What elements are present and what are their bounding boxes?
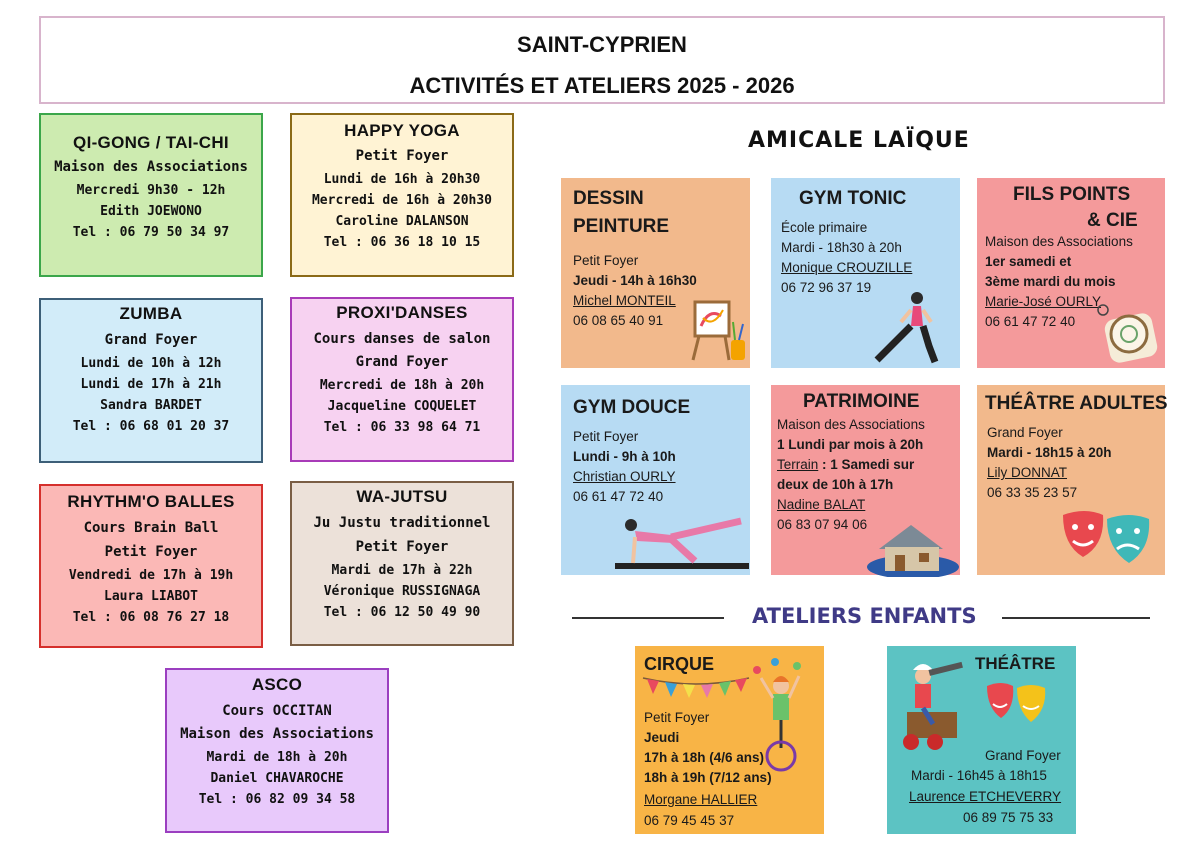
card-title: CIRQUE	[644, 654, 715, 674]
activity-subtitle: Ju Justu traditionnel	[313, 515, 491, 531]
terrain-label: Terrain	[777, 457, 819, 472]
card-phone: 06 08 65 40 91	[573, 313, 664, 328]
activity-place: Petit Foyer	[355, 539, 449, 555]
card-place: École primaire	[781, 220, 868, 235]
card-time: 1er samedi et	[985, 254, 1072, 269]
page-title: ACTIVITÉS ET ATELIERS 2025 - 2026	[409, 73, 795, 98]
card-time: Mardi - 16h45 à 18h15	[911, 768, 1047, 783]
card-theatre-adultes	[977, 385, 1168, 575]
circus-bunting-icon	[641, 674, 751, 702]
card-time: Jeudi - 14h à 16h30	[573, 273, 697, 288]
card-contact: Morgane HALLIER	[644, 792, 758, 807]
card-contact: Nadine BALAT	[777, 497, 866, 512]
card-time: 1 Lundi par mois à 20h	[777, 437, 924, 452]
card-title-2: & CIE	[1087, 210, 1138, 231]
card-title: DESSIN	[573, 188, 644, 209]
card-dessin-peinture	[561, 178, 750, 368]
card-place: Petit Foyer	[644, 710, 710, 725]
activity-phone: Tel : 06 79 50 34 97	[72, 225, 230, 240]
card-contact: Lily DONNAT	[987, 465, 1068, 480]
activity-phone: Tel : 06 08 76 27 18	[72, 610, 230, 625]
card-phone: 06 83 07 94 06	[777, 517, 868, 532]
activity-contact: Daniel CHAVAROCHE	[210, 771, 344, 786]
activity-phone: Tel : 06 33 98 64 71	[323, 420, 481, 435]
activity-title: RHYTHM'O BALLES	[67, 492, 235, 511]
activity-phone: Tel : 06 82 09 34 58	[198, 792, 356, 807]
card-slot-2: 18h à 19h (7/12 ans)	[644, 770, 772, 785]
activity-contact: Jacqueline COQUELET	[327, 399, 477, 414]
card-patrimoine	[771, 385, 960, 575]
activity-title: ASCO	[251, 675, 303, 694]
child-spyglass-icon	[893, 652, 983, 752]
activity-contact: Laura LIABOT	[104, 589, 198, 604]
card-day: Jeudi	[644, 730, 680, 745]
activity-title: HAPPY YOGA	[344, 121, 460, 140]
card-phone: 06 72 96 37 19	[781, 280, 872, 295]
card-title: FILS POINTS	[1013, 184, 1131, 205]
activity-phone: Tel : 06 12 50 49 90	[323, 605, 481, 620]
enfants-title: ATELIERS ENFANTS	[752, 604, 977, 628]
activity-box-qigong	[39, 113, 263, 277]
card-time: Mardi - 18h15 à 20h	[987, 445, 1112, 460]
activity-place: Grand Foyer	[104, 332, 198, 348]
activity-place: Petit Foyer	[104, 544, 198, 560]
activity-place: Petit Foyer	[355, 148, 449, 164]
activity-time: Lundi de 10h à 12h	[80, 356, 222, 371]
card-terrain	[777, 457, 914, 472]
activity-time: Vendredi de 17h à 19h	[68, 568, 234, 583]
card-phone: 06 79 45 45 37	[644, 813, 735, 828]
theatre-masks-icon	[1057, 505, 1161, 575]
divider-right	[1002, 617, 1150, 619]
card-place: Maison des Associations	[985, 234, 1133, 249]
activity-time: Mercredi de 18h à 20h	[319, 378, 485, 393]
activity-contact: Sandra BARDET	[100, 398, 202, 413]
card-title: THÉÂTRE	[975, 654, 1056, 673]
activity-contact: Caroline DALANSON	[335, 214, 469, 229]
card-title-2: PEINTURE	[573, 216, 670, 237]
card-slot-1: 17h à 18h (4/6 ans)	[644, 750, 765, 765]
terrain-text: : 1 Samedi sur	[818, 457, 915, 472]
card-phone: 06 33 35 23 57	[987, 485, 1078, 500]
divider-left	[572, 617, 724, 619]
card-phone: 06 61 47 72 40	[573, 489, 664, 504]
activity-phone: Tel : 06 36 18 10 15	[323, 235, 481, 250]
card-place: Grand Foyer	[987, 425, 1063, 440]
card-phone: 06 61 47 72 40	[985, 314, 1076, 329]
activity-box-asco	[165, 668, 389, 833]
card-title: PATRIMOINE	[803, 391, 920, 412]
card-fils-points	[977, 178, 1165, 368]
activity-box-happy-yoga	[290, 113, 514, 277]
card-cirque	[635, 646, 824, 834]
card-contact: Michel MONTEIL	[573, 293, 676, 308]
card-gym-tonic	[771, 178, 960, 368]
town-title: SAINT-CYPRIEN	[517, 32, 687, 57]
activity-title: PROXI'DANSES	[336, 303, 468, 322]
theatre-masks-icon	[983, 680, 1053, 730]
activity-time: Mercredi 9h30 - 12h	[76, 183, 226, 198]
activity-place: Maison des Associations	[180, 726, 374, 742]
card-theatre-enfants	[887, 646, 1076, 834]
embroidery-hoop-icon	[1095, 302, 1159, 364]
juggler-unicycle-icon	[747, 656, 821, 776]
card-phone: 06 89 75 75 33	[963, 810, 1054, 825]
activity-box-zumba	[39, 298, 263, 463]
activity-title: WA-JUTSU	[356, 487, 448, 506]
activity-place: Maison des Associations	[54, 159, 248, 175]
activity-box-wajutsu	[290, 481, 514, 646]
card-time-2: 3ème mardi du mois	[985, 274, 1116, 289]
activity-time: Mardi de 18h à 20h	[206, 750, 348, 765]
card-title: GYM DOUCE	[573, 397, 691, 418]
painting-easel-icon	[689, 296, 749, 364]
activity-title: QI-GONG / TAI-CHI	[73, 133, 229, 152]
card-place: Petit Foyer	[573, 429, 639, 444]
activity-time: Mardi de 17h à 22h	[331, 563, 473, 578]
old-house-icon	[861, 517, 961, 577]
card-time-3: deux de 10h à 17h	[777, 477, 894, 492]
card-contact: Marie-José OURLY	[985, 294, 1102, 309]
yoga-pose-icon	[611, 513, 751, 575]
card-gym-douce	[561, 385, 750, 575]
card-place: Maison des Associations	[777, 417, 925, 432]
fitness-woman-icon	[871, 288, 951, 368]
card-contact: Monique CROUZILLE	[781, 260, 913, 275]
header-box	[39, 16, 1165, 104]
activity-time: Lundi de 16h à 20h30	[323, 172, 481, 187]
card-title: THÉÂTRE ADULTES	[985, 393, 1168, 414]
activity-subtitle: Cours OCCITAN	[222, 703, 332, 719]
activity-subtitle: Cours Brain Ball	[83, 520, 219, 536]
activity-time: Lundi de 17h à 21h	[80, 377, 222, 392]
card-time: Mardi - 18h30 à 20h	[781, 240, 902, 255]
activity-title: ZUMBA	[119, 304, 183, 323]
card-place: Grand Foyer	[985, 748, 1061, 763]
activity-contact: Véronique RUSSIGNAGA	[323, 584, 481, 599]
activity-phone: Tel : 06 68 01 20 37	[72, 419, 230, 434]
card-contact: Laurence ETCHEVERRY	[909, 789, 1062, 804]
activity-contact: Edith JOEWONO	[100, 204, 202, 219]
activity-place: Grand Foyer	[355, 354, 449, 370]
activity-time: Mercredi de 16h à 20h30	[311, 193, 492, 208]
activity-box-rhythmo-balles	[39, 484, 263, 648]
activity-subtitle: Cours danses de salon	[313, 331, 491, 347]
card-time: Lundi - 9h à 10h	[573, 449, 676, 464]
card-title: GYM TONIC	[799, 188, 907, 209]
card-contact: Christian OURLY	[573, 469, 676, 484]
activity-box-proxidanses	[290, 297, 514, 462]
card-place: Petit Foyer	[573, 253, 639, 268]
amicale-title: AMICALE LAÏQUE	[748, 128, 970, 153]
